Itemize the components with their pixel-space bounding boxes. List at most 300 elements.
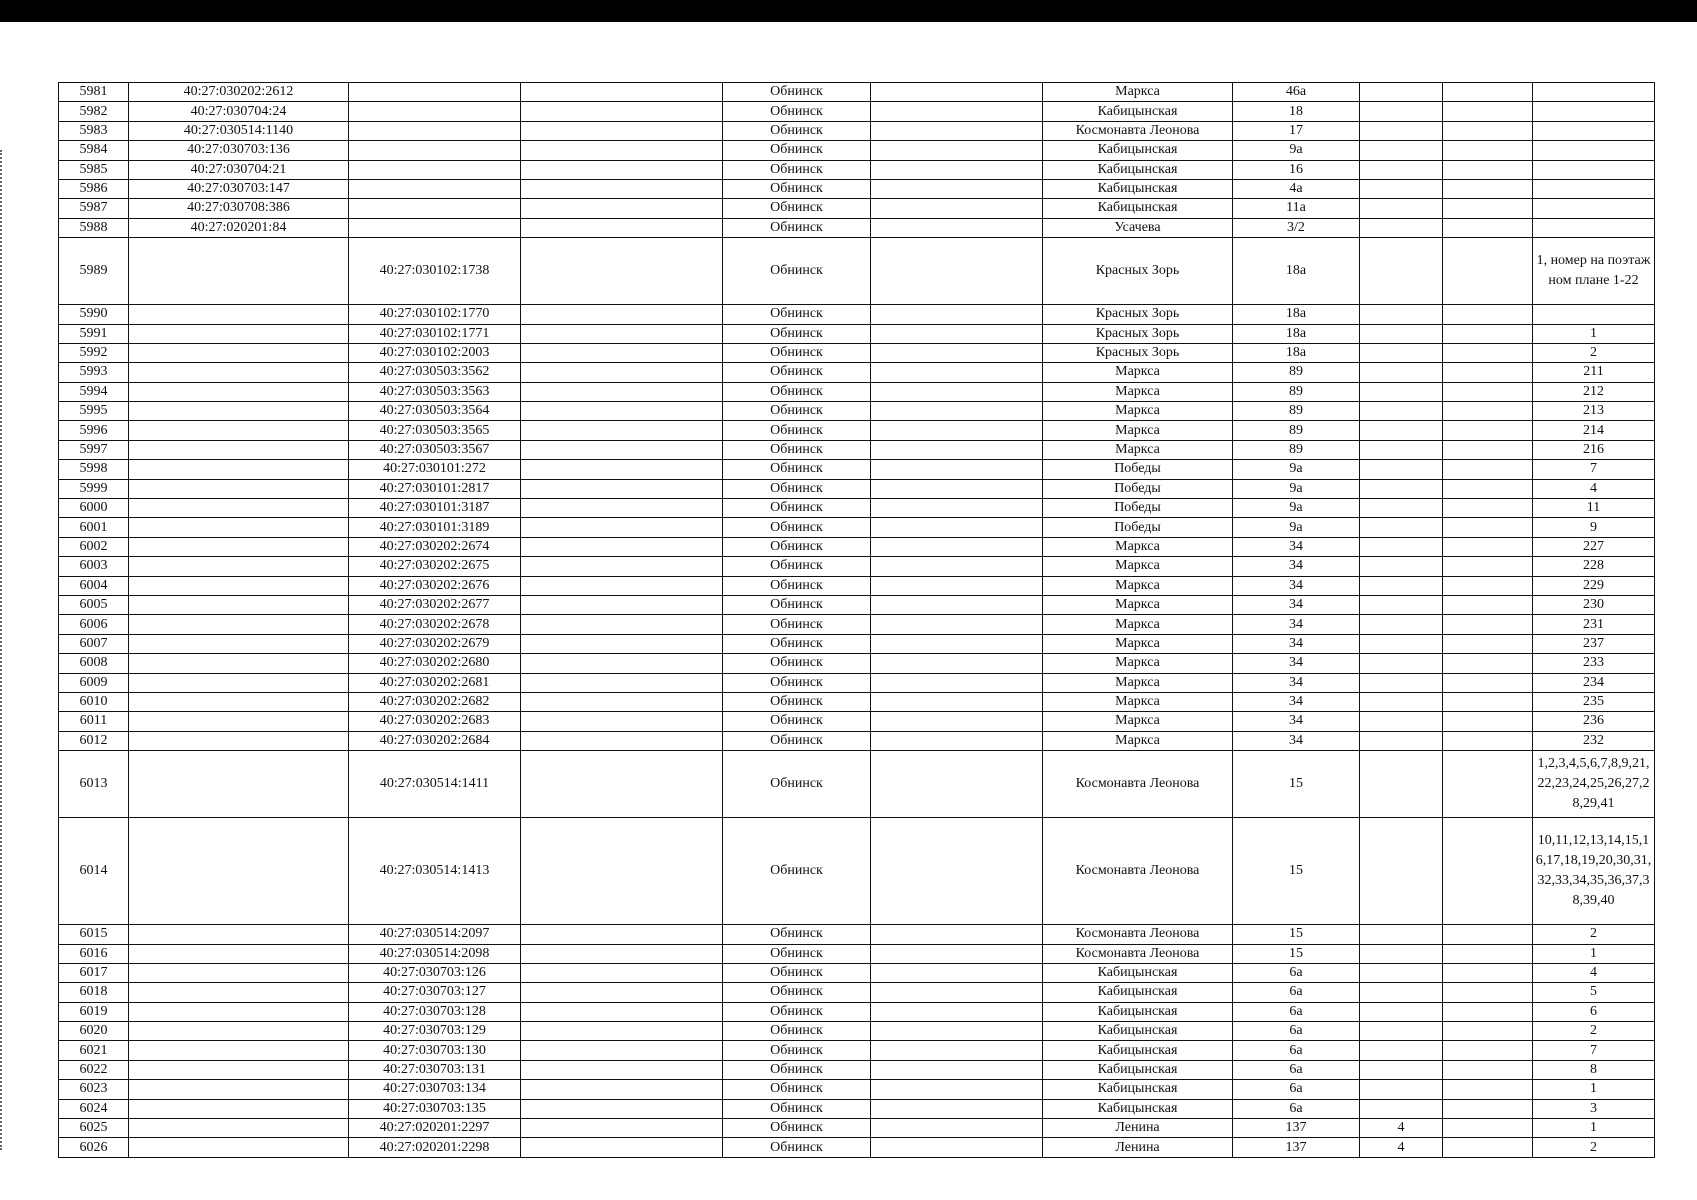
object-cadastral-number-cell: 40:27:030101:3189 bbox=[349, 518, 521, 537]
building-cell bbox=[1360, 1002, 1443, 1021]
table-row bbox=[59, 460, 1655, 479]
house-number-cell: 34 bbox=[1233, 615, 1360, 634]
building-cell bbox=[1360, 1060, 1443, 1079]
empty-cell bbox=[521, 121, 723, 140]
building-cell bbox=[1360, 141, 1443, 160]
street-cell: Кабицынская bbox=[1043, 1002, 1233, 1021]
object-cadastral-number-cell: 40:27:020201:2298 bbox=[349, 1138, 521, 1157]
table-row bbox=[59, 983, 1655, 1002]
object-cadastral-number-cell: 40:27:030703:129 bbox=[349, 1022, 521, 1041]
row-number-cell: 5998 bbox=[59, 460, 129, 479]
object-cadastral-number-cell: 40:27:030202:2677 bbox=[349, 595, 521, 614]
city-cell: Обнинск bbox=[723, 963, 871, 982]
empty-cell bbox=[871, 1002, 1043, 1021]
city-cell: Обнинск bbox=[723, 1002, 871, 1021]
empty-cell bbox=[871, 121, 1043, 140]
house-number-cell: 15 bbox=[1233, 751, 1360, 818]
house-number-cell: 6а bbox=[1233, 1002, 1360, 1021]
building-cell bbox=[1360, 440, 1443, 459]
object-cadastral-number-cell: 40:27:030503:3564 bbox=[349, 402, 521, 421]
empty-cell bbox=[871, 925, 1043, 944]
street-cell: Космонавта Леонова bbox=[1043, 818, 1233, 925]
empty-cell bbox=[871, 402, 1043, 421]
table-row bbox=[59, 751, 1655, 818]
table-row bbox=[59, 324, 1655, 343]
table-row bbox=[59, 363, 1655, 382]
cadastral-number-cell bbox=[129, 634, 349, 653]
house-number-cell: 89 bbox=[1233, 382, 1360, 401]
street-cell: Маркса bbox=[1043, 576, 1233, 595]
empty-cell bbox=[521, 634, 723, 653]
premises-number-cell: 1 bbox=[1533, 1119, 1655, 1138]
building-cell bbox=[1360, 179, 1443, 198]
empty-cell bbox=[521, 382, 723, 401]
premises-number-cell bbox=[1533, 83, 1655, 102]
table-row bbox=[59, 576, 1655, 595]
street-cell: Красных Зорь bbox=[1043, 324, 1233, 343]
cadastral-number-cell bbox=[129, 1080, 349, 1099]
premises-number-cell bbox=[1533, 160, 1655, 179]
house-number-cell: 17 bbox=[1233, 121, 1360, 140]
row-number-cell: 5984 bbox=[59, 141, 129, 160]
cadastral-number-cell bbox=[129, 518, 349, 537]
cadastral-number-cell bbox=[129, 925, 349, 944]
empty-cell bbox=[521, 615, 723, 634]
premises-number-cell: 235 bbox=[1533, 692, 1655, 711]
building-cell bbox=[1360, 615, 1443, 634]
street-cell: Красных Зорь bbox=[1043, 305, 1233, 324]
object-cadastral-number-cell: 40:27:030202:2681 bbox=[349, 673, 521, 692]
city-cell: Обнинск bbox=[723, 1022, 871, 1041]
city-cell: Обнинск bbox=[723, 324, 871, 343]
table-row bbox=[59, 421, 1655, 440]
premises-number-cell: 11 bbox=[1533, 499, 1655, 518]
city-cell: Обнинск bbox=[723, 615, 871, 634]
row-number-cell: 6010 bbox=[59, 692, 129, 711]
empty-cell bbox=[871, 1022, 1043, 1041]
street-cell: Космонавта Леонова bbox=[1043, 925, 1233, 944]
city-cell: Обнинск bbox=[723, 634, 871, 653]
street-cell: Кабицынская bbox=[1043, 983, 1233, 1002]
house-number-cell: 46а bbox=[1233, 83, 1360, 102]
empty-cell bbox=[871, 440, 1043, 459]
object-cadastral-number-cell: 40:27:030102:1771 bbox=[349, 324, 521, 343]
building-cell bbox=[1360, 557, 1443, 576]
empty-cell bbox=[1443, 1002, 1533, 1021]
empty-cell bbox=[1443, 499, 1533, 518]
building-cell bbox=[1360, 218, 1443, 237]
building-cell bbox=[1360, 363, 1443, 382]
cadastral-number-cell: 40:27:030708:386 bbox=[129, 199, 349, 218]
object-cadastral-number-cell: 40:27:030503:3563 bbox=[349, 382, 521, 401]
object-cadastral-number-cell: 40:27:030202:2678 bbox=[349, 615, 521, 634]
empty-cell bbox=[871, 199, 1043, 218]
empty-cell bbox=[521, 673, 723, 692]
table-row bbox=[59, 518, 1655, 537]
empty-cell bbox=[871, 382, 1043, 401]
empty-cell bbox=[1443, 402, 1533, 421]
city-cell: Обнинск bbox=[723, 343, 871, 362]
city-cell: Обнинск bbox=[723, 218, 871, 237]
empty-cell bbox=[871, 160, 1043, 179]
cadastral-number-cell bbox=[129, 1041, 349, 1060]
table-row bbox=[59, 1099, 1655, 1118]
row-number-cell: 6001 bbox=[59, 518, 129, 537]
house-number-cell: 9а bbox=[1233, 518, 1360, 537]
row-number-cell: 5992 bbox=[59, 343, 129, 362]
empty-cell bbox=[1443, 460, 1533, 479]
empty-cell bbox=[521, 518, 723, 537]
object-cadastral-number-cell: 40:27:030102:1738 bbox=[349, 238, 521, 305]
building-cell bbox=[1360, 712, 1443, 731]
house-number-cell: 34 bbox=[1233, 557, 1360, 576]
object-cadastral-number-cell: 40:27:030703:135 bbox=[349, 1099, 521, 1118]
empty-cell bbox=[1443, 1119, 1533, 1138]
empty-cell bbox=[871, 731, 1043, 750]
table-row bbox=[59, 179, 1655, 198]
house-number-cell: 34 bbox=[1233, 712, 1360, 731]
street-cell: Маркса bbox=[1043, 673, 1233, 692]
cadastral-number-cell bbox=[129, 1099, 349, 1118]
empty-cell bbox=[1443, 479, 1533, 498]
house-number-cell: 18 bbox=[1233, 102, 1360, 121]
building-cell: 4 bbox=[1360, 1138, 1443, 1157]
premises-number-cell: 2 bbox=[1533, 1022, 1655, 1041]
table-row bbox=[59, 634, 1655, 653]
cadastral-number-cell bbox=[129, 238, 349, 305]
city-cell: Обнинск bbox=[723, 402, 871, 421]
building-cell bbox=[1360, 1041, 1443, 1060]
cadastral-number-cell bbox=[129, 343, 349, 362]
street-cell: Кабицынская bbox=[1043, 160, 1233, 179]
empty-cell bbox=[521, 479, 723, 498]
city-cell: Обнинск bbox=[723, 499, 871, 518]
row-number-cell: 6016 bbox=[59, 944, 129, 963]
building-cell bbox=[1360, 343, 1443, 362]
building-cell bbox=[1360, 499, 1443, 518]
empty-cell bbox=[521, 983, 723, 1002]
empty-cell bbox=[1443, 141, 1533, 160]
building-cell bbox=[1360, 305, 1443, 324]
row-number-cell: 6020 bbox=[59, 1022, 129, 1041]
premises-number-cell bbox=[1533, 218, 1655, 237]
object-cadastral-number-cell: 40:27:030503:3565 bbox=[349, 421, 521, 440]
empty-cell bbox=[1443, 102, 1533, 121]
street-cell: Маркса bbox=[1043, 692, 1233, 711]
street-cell: Усачева bbox=[1043, 218, 1233, 237]
object-cadastral-number-cell: 40:27:030514:1411 bbox=[349, 751, 521, 818]
house-number-cell: 18а bbox=[1233, 305, 1360, 324]
empty-cell bbox=[521, 402, 723, 421]
object-cadastral-number-cell: 40:27:030503:3562 bbox=[349, 363, 521, 382]
empty-cell bbox=[521, 1138, 723, 1157]
empty-cell bbox=[521, 83, 723, 102]
cadastral-number-cell bbox=[129, 654, 349, 673]
premises-number-cell: 2 bbox=[1533, 925, 1655, 944]
street-cell: Маркса bbox=[1043, 557, 1233, 576]
object-cadastral-number-cell: 40:27:030514:1413 bbox=[349, 818, 521, 925]
empty-cell bbox=[871, 179, 1043, 198]
cadastral-number-cell bbox=[129, 1138, 349, 1157]
street-cell: Красных Зорь bbox=[1043, 238, 1233, 305]
empty-cell bbox=[1443, 944, 1533, 963]
row-number-cell: 6023 bbox=[59, 1080, 129, 1099]
premises-number-cell: 10,11,12,13,14,15,16,17,18,19,20,30,31,32,33,34,35,36,37,38,39,40 bbox=[1533, 818, 1655, 925]
city-cell: Обнинск bbox=[723, 83, 871, 102]
house-number-cell: 89 bbox=[1233, 363, 1360, 382]
house-number-cell: 89 bbox=[1233, 440, 1360, 459]
city-cell: Обнинск bbox=[723, 751, 871, 818]
empty-cell bbox=[521, 421, 723, 440]
building-cell bbox=[1360, 818, 1443, 925]
city-cell: Обнинск bbox=[723, 731, 871, 750]
empty-cell bbox=[1443, 83, 1533, 102]
empty-cell bbox=[521, 925, 723, 944]
cadastral-number-cell bbox=[129, 421, 349, 440]
house-number-cell: 34 bbox=[1233, 692, 1360, 711]
house-number-cell: 15 bbox=[1233, 818, 1360, 925]
premises-number-cell: 4 bbox=[1533, 963, 1655, 982]
street-cell: Кабицынская bbox=[1043, 1099, 1233, 1118]
building-cell bbox=[1360, 121, 1443, 140]
table-row bbox=[59, 440, 1655, 459]
empty-cell bbox=[1443, 673, 1533, 692]
table-row bbox=[59, 121, 1655, 140]
empty-cell bbox=[1443, 557, 1533, 576]
cadastral-number-cell: 40:27:030514:1140 bbox=[129, 121, 349, 140]
object-cadastral-number-cell bbox=[349, 199, 521, 218]
city-cell: Обнинск bbox=[723, 440, 871, 459]
city-cell: Обнинск bbox=[723, 925, 871, 944]
building-cell bbox=[1360, 692, 1443, 711]
house-number-cell: 6а bbox=[1233, 1041, 1360, 1060]
street-cell: Победы bbox=[1043, 460, 1233, 479]
cadastral-number-cell bbox=[129, 615, 349, 634]
street-cell: Маркса bbox=[1043, 731, 1233, 750]
empty-cell bbox=[871, 1080, 1043, 1099]
building-cell bbox=[1360, 654, 1443, 673]
empty-cell bbox=[521, 499, 723, 518]
table-row bbox=[59, 343, 1655, 362]
house-number-cell: 4а bbox=[1233, 179, 1360, 198]
empty-cell bbox=[1443, 363, 1533, 382]
premises-number-cell: 9 bbox=[1533, 518, 1655, 537]
empty-cell bbox=[521, 1041, 723, 1060]
city-cell: Обнинск bbox=[723, 238, 871, 305]
empty-cell bbox=[1443, 751, 1533, 818]
empty-cell bbox=[871, 83, 1043, 102]
cadastral-number-cell bbox=[129, 576, 349, 595]
city-cell: Обнинск bbox=[723, 141, 871, 160]
city-cell: Обнинск bbox=[723, 1138, 871, 1157]
house-number-cell: 34 bbox=[1233, 595, 1360, 614]
cadastral-number-cell bbox=[129, 1002, 349, 1021]
cadastral-number-cell bbox=[129, 983, 349, 1002]
premises-number-cell: 211 bbox=[1533, 363, 1655, 382]
object-cadastral-number-cell bbox=[349, 160, 521, 179]
house-number-cell: 6а bbox=[1233, 1099, 1360, 1118]
street-cell: Маркса bbox=[1043, 654, 1233, 673]
building-cell bbox=[1360, 1080, 1443, 1099]
empty-cell bbox=[871, 238, 1043, 305]
cadastral-number-cell bbox=[129, 751, 349, 818]
street-cell: Космонавта Леонова bbox=[1043, 944, 1233, 963]
house-number-cell: 18а bbox=[1233, 238, 1360, 305]
street-cell: Маркса bbox=[1043, 712, 1233, 731]
city-cell: Обнинск bbox=[723, 421, 871, 440]
street-cell: Кабицынская bbox=[1043, 1041, 1233, 1060]
cadastral-number-cell bbox=[129, 818, 349, 925]
empty-cell bbox=[871, 421, 1043, 440]
empty-cell bbox=[521, 460, 723, 479]
building-cell bbox=[1360, 983, 1443, 1002]
house-number-cell: 89 bbox=[1233, 421, 1360, 440]
object-cadastral-number-cell: 40:27:030202:2674 bbox=[349, 537, 521, 556]
premises-number-cell: 234 bbox=[1533, 673, 1655, 692]
empty-cell bbox=[871, 305, 1043, 324]
row-number-cell: 6013 bbox=[59, 751, 129, 818]
cadastral-number-cell bbox=[129, 305, 349, 324]
row-number-cell: 6024 bbox=[59, 1099, 129, 1118]
empty-cell bbox=[871, 537, 1043, 556]
object-cadastral-number-cell bbox=[349, 83, 521, 102]
cadastral-number-cell bbox=[129, 963, 349, 982]
street-cell: Кабицынская bbox=[1043, 1080, 1233, 1099]
empty-cell bbox=[521, 1119, 723, 1138]
table-row bbox=[59, 1041, 1655, 1060]
house-number-cell: 6а bbox=[1233, 1080, 1360, 1099]
empty-cell bbox=[1443, 1099, 1533, 1118]
object-cadastral-number-cell: 40:27:030703:131 bbox=[349, 1060, 521, 1079]
empty-cell bbox=[1443, 324, 1533, 343]
premises-number-cell: 1,2,3,4,5,6,7,8,9,21,22,23,24,25,26,27,28,29,41 bbox=[1533, 751, 1655, 818]
empty-cell bbox=[871, 363, 1043, 382]
table-row bbox=[59, 654, 1655, 673]
street-cell: Маркса bbox=[1043, 421, 1233, 440]
empty-cell bbox=[521, 1022, 723, 1041]
object-cadastral-number-cell bbox=[349, 102, 521, 121]
empty-cell bbox=[521, 305, 723, 324]
building-cell bbox=[1360, 751, 1443, 818]
cadastral-number-cell bbox=[129, 557, 349, 576]
empty-cell bbox=[521, 557, 723, 576]
object-cadastral-number-cell bbox=[349, 141, 521, 160]
row-number-cell: 6022 bbox=[59, 1060, 129, 1079]
cadastral-number-cell: 40:27:030704:21 bbox=[129, 160, 349, 179]
building-cell bbox=[1360, 595, 1443, 614]
premises-number-cell: 227 bbox=[1533, 537, 1655, 556]
table-row bbox=[59, 557, 1655, 576]
row-number-cell: 5999 bbox=[59, 479, 129, 498]
empty-cell bbox=[521, 576, 723, 595]
cadastral-number-cell bbox=[129, 944, 349, 963]
city-cell: Обнинск bbox=[723, 692, 871, 711]
row-number-cell: 6015 bbox=[59, 925, 129, 944]
empty-cell bbox=[521, 1099, 723, 1118]
premises-number-cell: 237 bbox=[1533, 634, 1655, 653]
object-cadastral-number-cell: 40:27:030514:2098 bbox=[349, 944, 521, 963]
street-cell: Маркса bbox=[1043, 537, 1233, 556]
premises-number-cell: 230 bbox=[1533, 595, 1655, 614]
scan-top-edge bbox=[0, 0, 1697, 22]
premises-number-cell: 213 bbox=[1533, 402, 1655, 421]
street-cell: Маркса bbox=[1043, 402, 1233, 421]
empty-cell bbox=[1443, 731, 1533, 750]
empty-cell bbox=[521, 179, 723, 198]
city-cell: Обнинск bbox=[723, 1060, 871, 1079]
premises-number-cell: 2 bbox=[1533, 343, 1655, 362]
row-number-cell: 6006 bbox=[59, 615, 129, 634]
empty-cell bbox=[1443, 576, 1533, 595]
cadastral-number-cell bbox=[129, 499, 349, 518]
empty-cell bbox=[1443, 179, 1533, 198]
row-number-cell: 6026 bbox=[59, 1138, 129, 1157]
table-row bbox=[59, 238, 1655, 305]
row-number-cell: 5997 bbox=[59, 440, 129, 459]
cadastral-number-cell: 40:27:020201:84 bbox=[129, 218, 349, 237]
street-cell: Маркса bbox=[1043, 595, 1233, 614]
row-number-cell: 6000 bbox=[59, 499, 129, 518]
empty-cell bbox=[521, 1002, 723, 1021]
building-cell bbox=[1360, 576, 1443, 595]
object-cadastral-number-cell: 40:27:030703:127 bbox=[349, 983, 521, 1002]
street-cell: Маркса bbox=[1043, 440, 1233, 459]
house-number-cell: 9а bbox=[1233, 141, 1360, 160]
street-cell: Победы bbox=[1043, 518, 1233, 537]
row-number-cell: 5996 bbox=[59, 421, 129, 440]
empty-cell bbox=[871, 751, 1043, 818]
object-cadastral-number-cell bbox=[349, 218, 521, 237]
building-cell bbox=[1360, 421, 1443, 440]
building-cell bbox=[1360, 83, 1443, 102]
city-cell: Обнинск bbox=[723, 1119, 871, 1138]
premises-number-cell: 231 bbox=[1533, 615, 1655, 634]
row-number-cell: 5983 bbox=[59, 121, 129, 140]
city-cell: Обнинск bbox=[723, 382, 871, 401]
table-row bbox=[59, 382, 1655, 401]
row-number-cell: 5994 bbox=[59, 382, 129, 401]
city-cell: Обнинск bbox=[723, 654, 871, 673]
empty-cell bbox=[1443, 654, 1533, 673]
empty-cell bbox=[871, 1099, 1043, 1118]
object-cadastral-number-cell: 40:27:020201:2297 bbox=[349, 1119, 521, 1138]
cadastral-number-cell bbox=[129, 1060, 349, 1079]
empty-cell bbox=[521, 751, 723, 818]
empty-cell bbox=[521, 1060, 723, 1079]
cadastral-number-cell bbox=[129, 692, 349, 711]
table-row bbox=[59, 305, 1655, 324]
street-cell: Космонавта Леонова bbox=[1043, 751, 1233, 818]
row-number-cell: 5990 bbox=[59, 305, 129, 324]
table-row bbox=[59, 160, 1655, 179]
premises-number-cell: 228 bbox=[1533, 557, 1655, 576]
premises-number-cell bbox=[1533, 102, 1655, 121]
cadastral-number-cell: 40:27:030703:147 bbox=[129, 179, 349, 198]
premises-number-cell: 7 bbox=[1533, 460, 1655, 479]
premises-number-cell: 2 bbox=[1533, 1138, 1655, 1157]
empty-cell bbox=[1443, 818, 1533, 925]
house-number-cell: 9а bbox=[1233, 479, 1360, 498]
city-cell: Обнинск bbox=[723, 983, 871, 1002]
empty-cell bbox=[1443, 634, 1533, 653]
empty-cell bbox=[871, 963, 1043, 982]
house-number-cell: 6а bbox=[1233, 1022, 1360, 1041]
object-cadastral-number-cell: 40:27:030101:3187 bbox=[349, 499, 521, 518]
row-number-cell: 6007 bbox=[59, 634, 129, 653]
cadastral-number-cell bbox=[129, 402, 349, 421]
empty-cell bbox=[871, 673, 1043, 692]
building-cell bbox=[1360, 1022, 1443, 1041]
